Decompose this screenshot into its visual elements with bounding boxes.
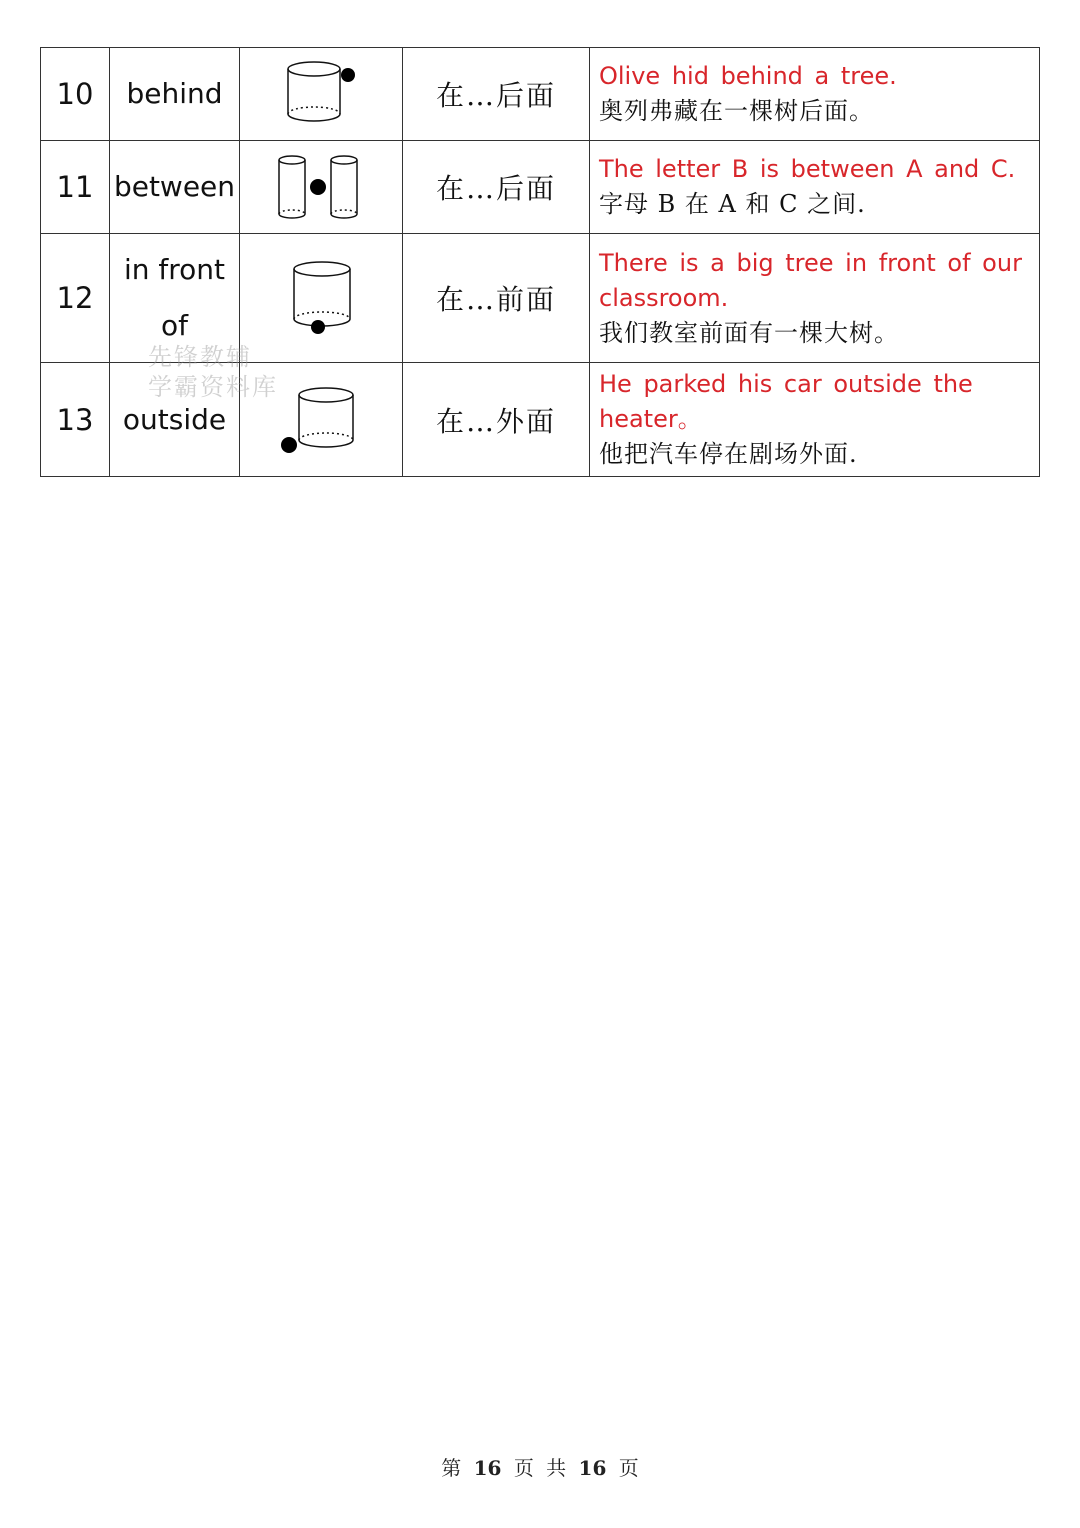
illustration-cell [240, 48, 403, 141]
row-number: 11 [41, 141, 110, 234]
table-row [41, 141, 1040, 234]
example-english: He parked his car outside the heater。 [599, 370, 973, 433]
example-chinese: 字母 B 在 A 和 C 之间. [599, 190, 866, 218]
english-word-line: of [161, 309, 188, 342]
row-number: 13 [41, 363, 110, 477]
illustration-cell [240, 363, 403, 477]
chinese-meaning: 在…外面 [403, 363, 590, 477]
illustration-cell [240, 141, 403, 234]
english-word: between [110, 141, 240, 234]
example-cell [590, 48, 1040, 141]
chinese-meaning: 在…后面 [403, 48, 590, 141]
cylinder-dot-behind-icon [276, 59, 366, 129]
preposition-table [40, 47, 1040, 477]
english-word [110, 234, 240, 363]
english-word: outside [110, 363, 240, 477]
example-cell [590, 363, 1040, 477]
chinese-meaning: 在…后面 [403, 141, 590, 234]
english-word-line: in front [123, 253, 226, 286]
example-english: The letter B is between A and C. [599, 155, 1016, 183]
footer-middle: 页 共 [513, 1456, 567, 1480]
footer-prefix: 第 [441, 1456, 462, 1480]
example-english: There is a big tree in front of our classroom. [599, 248, 1022, 312]
footer-suffix: 页 [618, 1456, 639, 1480]
example-cell [590, 141, 1040, 234]
chinese-meaning: 在…前面 [403, 234, 590, 363]
watermark-line: 学霸资料库 [148, 373, 278, 401]
cylinder-dot-front-icon [276, 257, 366, 339]
table-row [41, 48, 1040, 141]
page-footer [0, 1452, 1080, 1481]
example-chinese: 奥列弗藏在一棵树后面。 [599, 97, 874, 125]
table-row [41, 363, 1040, 477]
illustration-cell [240, 234, 403, 363]
row-number: 10 [41, 48, 110, 141]
table-row [41, 234, 1040, 363]
english-word: behind [110, 48, 240, 141]
cylinder-dot-outside-icon [276, 384, 366, 456]
watermark-line: 先锋教辅 [148, 343, 252, 371]
example-chinese: 他把汽车停在剧场外面. [599, 440, 858, 468]
total-page-number: 16 [578, 1456, 607, 1480]
example-cell [590, 234, 1040, 363]
example-english: Olive hid behind a tree. [599, 62, 897, 90]
current-page-number: 16 [473, 1456, 502, 1480]
cylinders-dot-between-icon [276, 152, 366, 222]
example-chinese: 我们教室前面有一棵大树。 [599, 318, 899, 347]
row-number: 12 [41, 234, 110, 363]
